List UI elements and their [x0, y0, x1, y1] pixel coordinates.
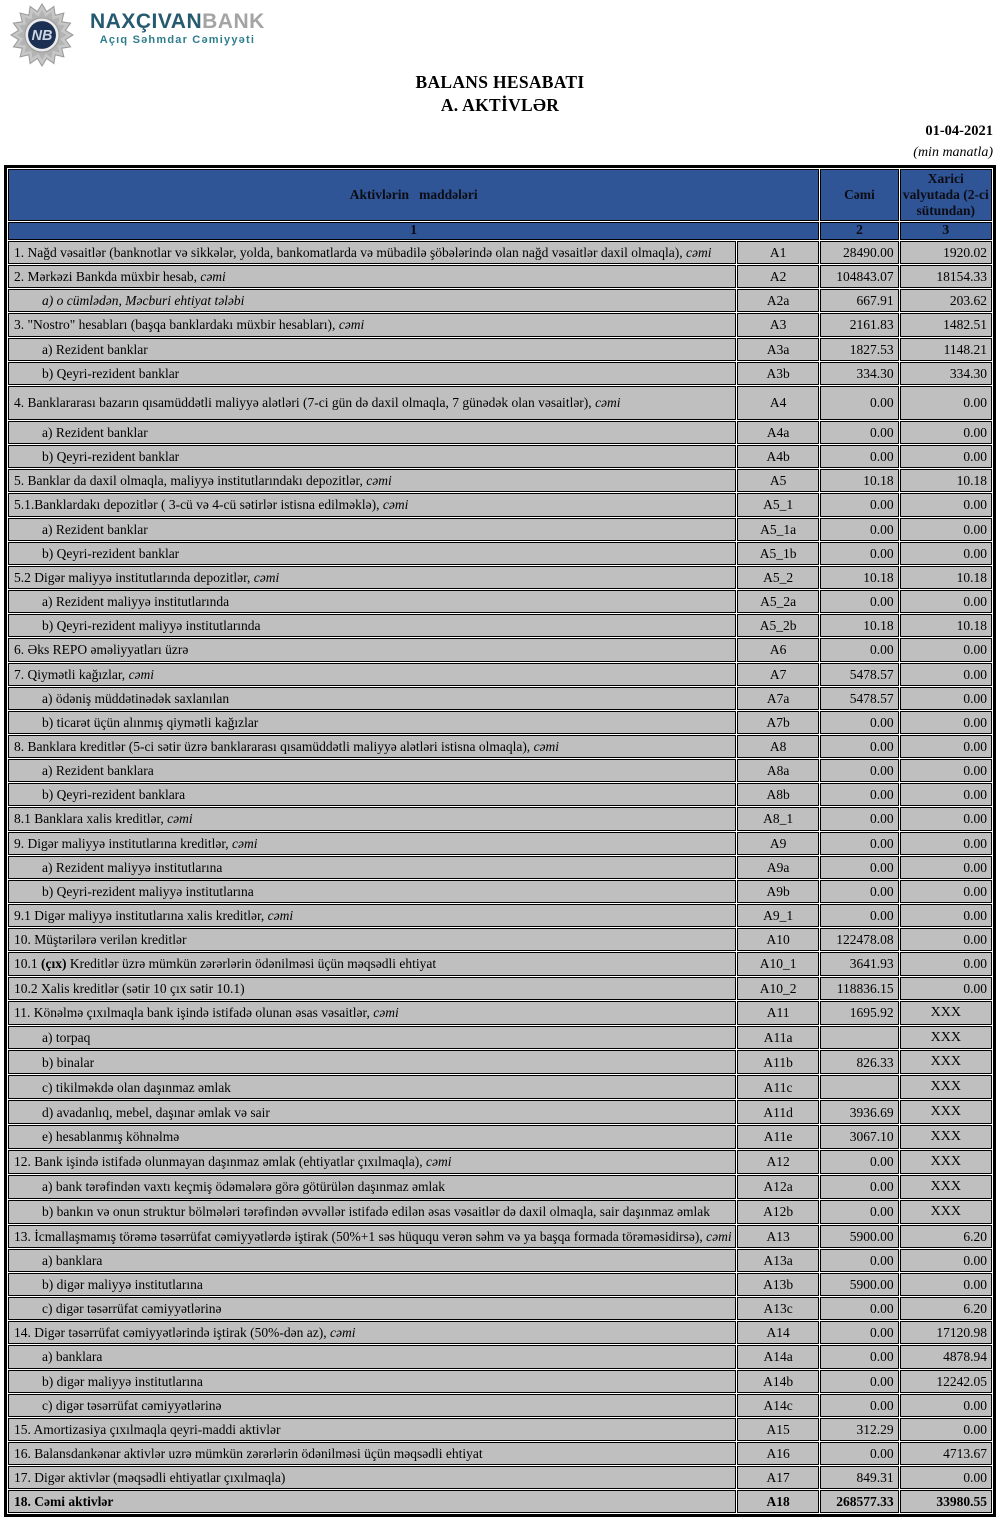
table-row	[8, 1321, 992, 1344]
bank-name-secondary: BANK	[202, 10, 265, 33]
row-total-value: 10.18	[820, 566, 898, 589]
row-total-value: 0.00	[820, 1442, 898, 1465]
row-code: A8b	[737, 783, 819, 806]
row-code: A14	[737, 1321, 819, 1344]
table-row	[8, 518, 992, 541]
row-code: A2a	[737, 289, 819, 312]
row-label: 8.1 Banklara xalis kreditlər, cəmi	[8, 807, 736, 830]
column-number-row	[8, 222, 992, 240]
row-total-value: 0.00	[820, 1345, 898, 1368]
row-code: A8a	[737, 759, 819, 782]
table-row	[8, 386, 992, 420]
table-row	[8, 338, 992, 361]
row-fx-value: XXX	[900, 1125, 992, 1149]
row-total-value: 826.33	[820, 1050, 898, 1074]
row-total-value: 268577.33	[820, 1490, 898, 1513]
row-fx-value: 17120.98	[900, 1321, 992, 1344]
row-label: d) avadanlıq, mebel, daşınar əmlak və sair	[8, 1100, 736, 1124]
row-total-value: 0.00	[820, 1394, 898, 1417]
table-row	[8, 1001, 992, 1025]
row-total-value: 104843.07	[820, 265, 898, 288]
table-row	[8, 1050, 992, 1074]
items-column-header: Aktivlərin maddələri	[8, 169, 819, 221]
row-fx-value: 0.00	[900, 518, 992, 541]
table-row	[8, 421, 992, 444]
row-label: b) bankın və onun struktur bölmələri tərəfindən əvvəllər istifadə edilən əsas vəsaitlər də daxil olmaqla, sair daşınmaz əmlak	[8, 1200, 736, 1224]
row-total-value: 312.29	[820, 1418, 898, 1441]
row-fx-value: 4713.67	[900, 1442, 992, 1465]
row-code: A6	[737, 638, 819, 661]
row-label: a) banklara	[8, 1345, 736, 1368]
row-label: c) tikilməkdə olan daşınmaz əmlak	[8, 1075, 736, 1099]
row-code: A13b	[737, 1273, 819, 1296]
row-fx-value: XXX	[900, 1075, 992, 1099]
nb-monogram: NB	[31, 28, 53, 45]
bank-seal-icon	[10, 3, 74, 67]
table-row	[8, 687, 992, 710]
row-fx-value: 0.00	[900, 638, 992, 661]
row-label: a) bank tərəfindən vaxtı keçmiş ödəmələrə görə götürülən daşınmaz əmlak	[8, 1175, 736, 1199]
row-fx-value: 33980.55	[900, 1490, 992, 1513]
row-fx-value: 1148.21	[900, 338, 992, 361]
table-row	[8, 1273, 992, 1296]
row-code: A3a	[737, 338, 819, 361]
row-total-value	[820, 1026, 898, 1050]
column-number-3: 3	[900, 222, 992, 240]
row-code: A13c	[737, 1297, 819, 1320]
row-fx-value: 0.00	[900, 1466, 992, 1489]
row-code: A14a	[737, 1345, 819, 1368]
row-code: A5_2a	[737, 590, 819, 613]
row-label: 10.1 (çıx) Kreditlər üzrə mümkün zərərlərin ödənilməsi üçün məqsədli ehtiyat	[8, 952, 736, 975]
row-code: A14c	[737, 1394, 819, 1417]
table-row	[8, 711, 992, 734]
document-title	[0, 71, 1000, 117]
row-code: A16	[737, 1442, 819, 1465]
bank-name	[90, 11, 265, 33]
row-label: 8. Banklara kreditlər (5-ci sətir üzrə banklararası qısamüddətli maliyyə alətləri istisna olmaqla), cəmi	[8, 735, 736, 758]
row-fx-value: 0.00	[900, 759, 992, 782]
row-total-value: 5900.00	[820, 1273, 898, 1296]
row-label: a) Rezident banklar	[8, 338, 736, 361]
table-row	[8, 638, 992, 661]
row-label: 5.1.Banklardakı depozitlər ( 3-cü və 4-cü sətirlər istisna edilməklə), cəmi	[8, 493, 736, 516]
title-line-1: BALANS HESABATI	[415, 72, 585, 92]
row-label: 9. Digər maliyyə institutlarına kreditlər, cəmi	[8, 832, 736, 855]
row-code: A9	[737, 832, 819, 855]
row-label: 7. Qiymətli kağızlar, cəmi	[8, 663, 736, 686]
row-label: 3. "Nostro" hesabları (başqa banklardakı müxbir hesabları), cəmi	[8, 313, 736, 336]
row-fx-value: 6.20	[900, 1225, 992, 1248]
row-label: 15. Amortizasiya çıxılmaqla qeyri-maddi aktivlər	[8, 1418, 736, 1441]
row-fx-value: 0.00	[900, 663, 992, 686]
row-fx-value: 12242.05	[900, 1370, 992, 1393]
row-code: A11	[737, 1001, 819, 1025]
row-code: A4	[737, 386, 819, 420]
row-code: A18	[737, 1490, 819, 1513]
row-total-value: 1827.53	[820, 338, 898, 361]
row-fx-value: 0.00	[900, 783, 992, 806]
row-label: a) ödəniş müddətinədək saxlanılan	[8, 687, 736, 710]
row-total-value: 28490.00	[820, 241, 898, 264]
row-fx-value: 6.20	[900, 1297, 992, 1320]
row-code: A5_1	[737, 493, 819, 516]
row-label: e) hesablanmış köhnəlmə	[8, 1125, 736, 1149]
table-row	[8, 1370, 992, 1393]
row-code: A11d	[737, 1100, 819, 1124]
table-row	[8, 1150, 992, 1174]
table-row	[8, 445, 992, 468]
row-label: b) digər maliyyə institutlarına	[8, 1370, 736, 1393]
table-row	[8, 807, 992, 830]
row-total-value: 3936.69	[820, 1100, 898, 1124]
row-code: A3	[737, 313, 819, 336]
total-column-header: Cəmi	[820, 169, 898, 221]
row-total-value: 0.00	[820, 880, 898, 903]
fx-column-header: Xarici valyutada (2-ci sütundan)	[900, 169, 992, 221]
table-body	[8, 241, 992, 1513]
row-code: A7b	[737, 711, 819, 734]
row-label: 10.2 Xalis kreditlər (sətir 10 çıx sətir 10.1)	[8, 977, 736, 1000]
row-fx-value: 1920.02	[900, 241, 992, 264]
row-total-value: 0.00	[820, 1150, 898, 1174]
row-label: c) digər təsərrüfat cəmiyyətlərinə	[8, 1394, 736, 1417]
table-row	[8, 904, 992, 927]
row-fx-value: XXX	[900, 1175, 992, 1199]
row-code: A5_2b	[737, 614, 819, 637]
row-fx-value: 0.00	[900, 445, 992, 468]
row-fx-value: 334.30	[900, 362, 992, 385]
row-code: A8	[737, 735, 819, 758]
row-code: A8_1	[737, 807, 819, 830]
row-fx-value: 0.00	[900, 880, 992, 903]
row-code: A5_2	[737, 566, 819, 589]
table-row	[8, 362, 992, 385]
table-row	[8, 241, 992, 264]
row-total-value: 5900.00	[820, 1225, 898, 1248]
row-label: b) binalar	[8, 1050, 736, 1074]
table-row	[8, 493, 992, 516]
row-total-value: 0.00	[820, 735, 898, 758]
row-fx-value: 0.00	[900, 735, 992, 758]
row-fx-value: XXX	[900, 1150, 992, 1174]
row-total-value: 849.31	[820, 1466, 898, 1489]
table-row	[8, 614, 992, 637]
row-label: 17. Digər aktivlər (məqsədli ehtiyatlar çıxılmaqla)	[8, 1466, 736, 1489]
row-code: A13a	[737, 1249, 819, 1272]
table-row	[8, 1100, 992, 1124]
row-total-value: 0.00	[820, 386, 898, 420]
table-row	[8, 469, 992, 492]
row-total-value: 5478.57	[820, 663, 898, 686]
row-fx-value: XXX	[900, 1001, 992, 1025]
row-code: A10_2	[737, 977, 819, 1000]
row-fx-value: XXX	[900, 1100, 992, 1124]
row-total-value: 10.18	[820, 614, 898, 637]
row-label: 14. Digər təsərrüfat cəmiyyətlərində iştirak (50%-dən az), cəmi	[8, 1321, 736, 1344]
row-fx-value: XXX	[900, 1200, 992, 1224]
row-code: A9b	[737, 880, 819, 903]
row-fx-value: 10.18	[900, 469, 992, 492]
row-total-value	[820, 1075, 898, 1099]
row-code: A4b	[737, 445, 819, 468]
row-total-value: 0.00	[820, 1200, 898, 1224]
column-number-1: 1	[8, 222, 819, 240]
row-total-value: 0.00	[820, 1321, 898, 1344]
row-code: A1	[737, 241, 819, 264]
row-code: A9_1	[737, 904, 819, 927]
row-code: A7	[737, 663, 819, 686]
table-row	[8, 832, 992, 855]
row-code: A14b	[737, 1370, 819, 1393]
row-total-value: 0.00	[820, 856, 898, 879]
row-total-value: 3641.93	[820, 952, 898, 975]
row-code: A4a	[737, 421, 819, 444]
row-fx-value: 0.00	[900, 386, 992, 420]
row-label: b) digər maliyyə institutlarına	[8, 1273, 736, 1296]
bank-wordmark	[90, 11, 265, 46]
row-label: 4. Banklararası bazarın qısamüddətli maliyyə alətləri (7-ci gün də daxil olmaqla, 7 günədək olan vəsaitlər), cəmi	[8, 386, 736, 420]
row-label: 12. Bank işində istifadə olunmayan daşınmaz əmlak (ehtiyatlar çıxılmaqla), cəmi	[8, 1150, 736, 1174]
table-row	[8, 1394, 992, 1417]
table-row	[8, 1225, 992, 1248]
row-code: A11a	[737, 1026, 819, 1050]
row-label: a) Rezident banklar	[8, 518, 736, 541]
row-total-value: 0.00	[820, 518, 898, 541]
row-fx-value: 0.00	[900, 928, 992, 951]
row-label: a) o cümlədən, Məcburi ehtiyat tələbi	[8, 289, 736, 312]
row-fx-value: 0.00	[900, 711, 992, 734]
row-total-value: 0.00	[820, 783, 898, 806]
row-fx-value: XXX	[900, 1050, 992, 1074]
row-code: A11e	[737, 1125, 819, 1149]
row-label: 10. Müştərilərə verilən kreditlər	[8, 928, 736, 951]
table-row	[8, 590, 992, 613]
table-row	[8, 1297, 992, 1320]
row-total-value: 3067.10	[820, 1125, 898, 1149]
table-row	[8, 783, 992, 806]
table-row	[8, 289, 992, 312]
row-label: a) Rezident maliyyə institutlarında	[8, 590, 736, 613]
balance-table	[4, 165, 996, 1517]
row-fx-value: 10.18	[900, 566, 992, 589]
table-row	[8, 1125, 992, 1149]
row-code: A12b	[737, 1200, 819, 1224]
row-total-value: 334.30	[820, 362, 898, 385]
table-row	[8, 313, 992, 336]
row-total-value: 122478.08	[820, 928, 898, 951]
row-label: 11. Könəlmə çıxılmaqla bank işində istifadə olunan əsas vəsaitlər, cəmi	[8, 1001, 736, 1025]
row-total-value: 0.00	[820, 590, 898, 613]
row-total-value: 1695.92	[820, 1001, 898, 1025]
row-label: a) Rezident banklara	[8, 759, 736, 782]
row-code: A5_1b	[737, 542, 819, 565]
row-label: 5.2 Digər maliyyə institutlarında depozitlər, cəmi	[8, 566, 736, 589]
row-code: A15	[737, 1418, 819, 1441]
table-row	[8, 759, 992, 782]
row-total-value: 0.00	[820, 759, 898, 782]
row-total-value: 0.00	[820, 1297, 898, 1320]
table-row	[8, 1249, 992, 1272]
table-row	[8, 566, 992, 589]
row-label: a) Rezident banklar	[8, 421, 736, 444]
row-label: b) Qeyri-rezident banklar	[8, 445, 736, 468]
row-label: b) Qeyri-rezident banklara	[8, 783, 736, 806]
row-fx-value: 0.00	[900, 832, 992, 855]
row-label: 16. Balansdankənar aktivlər uzrə mümkün zərərlərin ödənilməsi üçün məqsədli ehtiyat	[8, 1442, 736, 1465]
row-label: 18. Cəmi aktivlər	[8, 1490, 736, 1513]
row-label: b) Qeyri-rezident banklar	[8, 542, 736, 565]
row-fx-value: 0.00	[900, 952, 992, 975]
row-total-value: 0.00	[820, 711, 898, 734]
row-fx-value: 0.00	[900, 590, 992, 613]
column-number-2: 2	[820, 222, 898, 240]
row-fx-value: 0.00	[900, 1273, 992, 1296]
row-label: 1. Nağd vəsaitlər (banknotlar və sikkələr, yolda, bankomatlarda və mübadilə şöbələrində olan nağd vəsaitlər daxil olmaqla), cəmi	[8, 241, 736, 264]
row-total-value: 0.00	[820, 1175, 898, 1199]
table-row	[8, 542, 992, 565]
row-label: b) Qeyri-rezident maliyyə institutlarında	[8, 614, 736, 637]
table-row	[8, 928, 992, 951]
row-label: 2. Mərkəzi Bankda müxbir hesab, cəmi	[8, 265, 736, 288]
report-meta	[913, 120, 993, 164]
row-code: A12a	[737, 1175, 819, 1199]
row-code: A11c	[737, 1075, 819, 1099]
row-label: b) Qeyri-rezident banklar	[8, 362, 736, 385]
row-fx-value: 0.00	[900, 1418, 992, 1441]
row-code: A10	[737, 928, 819, 951]
table-row	[8, 1418, 992, 1441]
table-row	[8, 1345, 992, 1368]
row-total-value: 0.00	[820, 445, 898, 468]
table-row	[8, 977, 992, 1000]
row-code: A3b	[737, 362, 819, 385]
row-fx-value: 0.00	[900, 421, 992, 444]
bank-name-primary: NAXÇIVAN	[90, 10, 203, 33]
report-date: 01-04-2021	[925, 123, 993, 139]
row-fx-value: 0.00	[900, 493, 992, 516]
row-code: A9a	[737, 856, 819, 879]
row-fx-value: 0.00	[900, 856, 992, 879]
row-total-value: 10.18	[820, 469, 898, 492]
row-label: 9.1 Digər maliyyə institutlarına xalis kreditlər, cəmi	[8, 904, 736, 927]
row-code: A17	[737, 1466, 819, 1489]
row-total-value: 0.00	[820, 1249, 898, 1272]
unit-note: (min manatla)	[913, 145, 993, 160]
table-row	[8, 735, 992, 758]
row-total-value: 667.91	[820, 289, 898, 312]
row-fx-value: 0.00	[900, 807, 992, 830]
row-fx-value: 4878.94	[900, 1345, 992, 1368]
row-label: a) torpaq	[8, 1026, 736, 1050]
row-fx-value: 10.18	[900, 614, 992, 637]
row-code: A10_1	[737, 952, 819, 975]
row-code: A5_1a	[737, 518, 819, 541]
row-label: a) banklara	[8, 1249, 736, 1272]
row-total-value: 0.00	[820, 904, 898, 927]
row-label: 6. Əks REPO əməliyyatları üzrə	[8, 638, 736, 661]
row-total-value: 5478.57	[820, 687, 898, 710]
table-row	[8, 1175, 992, 1199]
row-fx-value: 18154.33	[900, 265, 992, 288]
table-row	[8, 1026, 992, 1050]
table-row	[8, 880, 992, 903]
table-row	[8, 1466, 992, 1489]
row-total-value: 0.00	[820, 542, 898, 565]
table-row	[8, 1200, 992, 1224]
row-total-value: 0.00	[820, 493, 898, 516]
row-fx-value: 1482.51	[900, 313, 992, 336]
row-total-value: 2161.83	[820, 313, 898, 336]
row-code: A11b	[737, 1050, 819, 1074]
row-label: c) digər təsərrüfat cəmiyyətlərinə	[8, 1297, 736, 1320]
row-fx-value: 0.00	[900, 1394, 992, 1417]
row-total-value: 118836.15	[820, 977, 898, 1000]
row-total-value: 0.00	[820, 807, 898, 830]
table-row	[8, 1075, 992, 1099]
table-row	[8, 856, 992, 879]
row-total-value: 0.00	[820, 638, 898, 661]
row-label: b) ticarət üçün alınmış qiymətli kağızlar	[8, 711, 736, 734]
row-fx-value: 0.00	[900, 687, 992, 710]
brand-header	[10, 3, 265, 67]
table-row	[8, 265, 992, 288]
row-label: b) Qeyri-rezident maliyyə institutlarına	[8, 880, 736, 903]
row-code: A12	[737, 1150, 819, 1174]
table-row	[8, 1490, 992, 1513]
row-code: A2	[737, 265, 819, 288]
row-label: 5. Banklar da daxil olmaqla, maliyyə institutlarındakı depozitlər, cəmi	[8, 469, 736, 492]
row-fx-value: 0.00	[900, 977, 992, 1000]
table-row	[8, 952, 992, 975]
table-row	[8, 1442, 992, 1465]
row-code: A13	[737, 1225, 819, 1248]
row-fx-value: 203.62	[900, 289, 992, 312]
row-fx-value: XXX	[900, 1026, 992, 1050]
row-fx-value: 0.00	[900, 542, 992, 565]
row-code: A7a	[737, 687, 819, 710]
row-total-value: 0.00	[820, 421, 898, 444]
row-total-value: 0.00	[820, 1370, 898, 1393]
title-line-2: A. AKTİVLƏR	[440, 95, 560, 115]
row-label: 13. İcmallaşmamış törəmə təsərrüfat cəmiyyətlərdə iştirak (50%+1 səs hüququ verən səhm və ya başqa formada törəməsidirsə), cəmi	[8, 1225, 736, 1248]
row-label: a) Rezident maliyyə institutlarına	[8, 856, 736, 879]
row-total-value: 0.00	[820, 832, 898, 855]
row-fx-value: 0.00	[900, 904, 992, 927]
row-fx-value: 0.00	[900, 1249, 992, 1272]
bank-tagline: Açıq Səhmdar Cəmiyyəti	[99, 34, 256, 46]
table-header-row	[8, 169, 992, 221]
row-code: A5	[737, 469, 819, 492]
table-row	[8, 663, 992, 686]
